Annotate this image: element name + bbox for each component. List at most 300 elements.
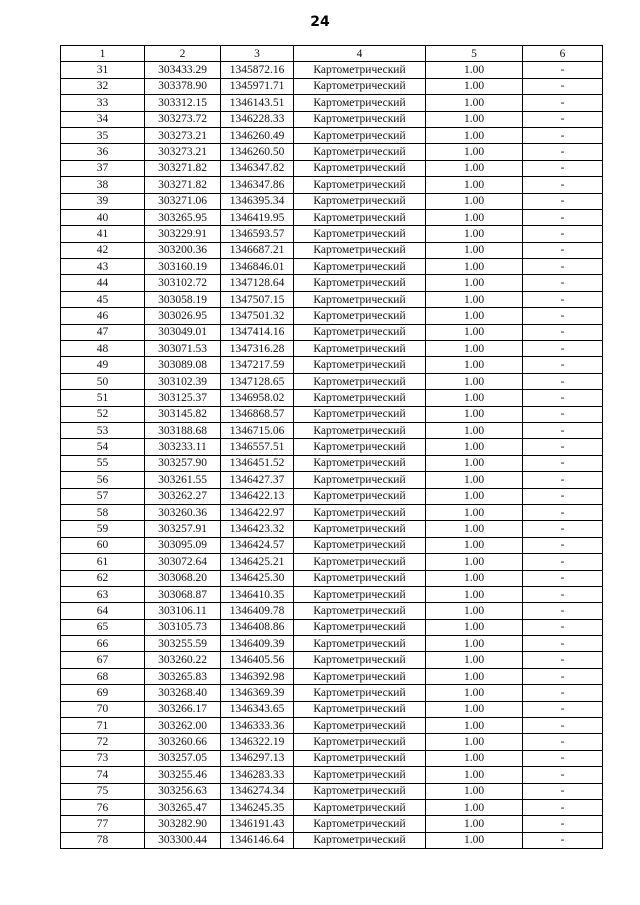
point-number-cell: 75 [61,783,145,799]
note-cell: - [523,308,603,324]
table-row [61,783,603,799]
note-cell: - [523,422,603,438]
note-cell: - [523,668,603,684]
accuracy-cell: 1.00 [426,160,523,176]
note-cell: - [523,111,603,127]
accuracy-cell: 1.00 [426,570,523,586]
table-row [61,177,603,193]
method-cell: Картометрический [294,750,426,766]
y-coordinate-cell: 1345872.16 [221,62,294,78]
table-row [61,537,603,553]
point-number-cell: 47 [61,324,145,340]
method-cell: Картометрический [294,799,426,815]
x-coordinate-cell: 303265.83 [145,668,221,684]
method-cell: Картометрический [294,242,426,258]
note-cell: - [523,455,603,471]
point-number-cell: 58 [61,504,145,520]
x-coordinate-cell: 303282.90 [145,816,221,832]
y-coordinate-cell: 1346369.39 [221,685,294,701]
table-row [61,636,603,652]
accuracy-cell: 1.00 [426,816,523,832]
point-number-cell: 56 [61,472,145,488]
x-coordinate-cell: 303071.53 [145,341,221,357]
x-coordinate-cell: 303089.08 [145,357,221,373]
table-header-row [61,46,603,62]
accuracy-cell: 1.00 [426,275,523,291]
method-cell: Картометрический [294,685,426,701]
x-coordinate-cell: 303095.09 [145,537,221,553]
y-coordinate-cell: 1346409.39 [221,636,294,652]
method-cell: Картометрический [294,226,426,242]
x-coordinate-cell: 303026.95 [145,308,221,324]
point-number-cell: 55 [61,455,145,471]
x-coordinate-cell: 303072.64 [145,554,221,570]
method-cell: Картометрический [294,783,426,799]
table-row [61,767,603,783]
table-row [61,259,603,275]
note-cell: - [523,390,603,406]
method-cell: Картометрический [294,668,426,684]
y-coordinate-cell: 1347316.28 [221,341,294,357]
note-cell: - [523,324,603,340]
method-cell: Картометрический [294,816,426,832]
note-cell: - [523,799,603,815]
point-number-cell: 40 [61,209,145,225]
x-coordinate-cell: 303273.21 [145,144,221,160]
table-row [61,95,603,111]
column-header: 2 [145,46,221,62]
y-coordinate-cell: 1346422.97 [221,504,294,520]
method-cell: Картометрический [294,619,426,635]
table-row [61,78,603,94]
point-number-cell: 42 [61,242,145,258]
note-cell: - [523,357,603,373]
note-cell: - [523,373,603,389]
note-cell: - [523,603,603,619]
point-number-cell: 69 [61,685,145,701]
note-cell: - [523,78,603,94]
y-coordinate-cell: 1346687.21 [221,242,294,258]
accuracy-cell: 1.00 [426,95,523,111]
note-cell: - [523,406,603,422]
y-coordinate-cell: 1346395.34 [221,193,294,209]
point-number-cell: 66 [61,636,145,652]
column-header: 4 [294,46,426,62]
x-coordinate-cell: 303255.46 [145,767,221,783]
y-coordinate-cell: 1346958.02 [221,390,294,406]
x-coordinate-cell: 303102.72 [145,275,221,291]
y-coordinate-cell: 1346297.13 [221,750,294,766]
method-cell: Картометрический [294,422,426,438]
y-coordinate-cell: 1346322.19 [221,734,294,750]
method-cell: Картометрический [294,570,426,586]
x-coordinate-cell: 303229.91 [145,226,221,242]
x-coordinate-cell: 303271.82 [145,177,221,193]
coordinates-table [60,45,603,849]
table-row [61,62,603,78]
y-coordinate-cell: 1346260.49 [221,127,294,143]
point-number-cell: 68 [61,668,145,684]
accuracy-cell: 1.00 [426,685,523,701]
y-coordinate-cell: 1347128.65 [221,373,294,389]
point-number-cell: 71 [61,718,145,734]
accuracy-cell: 1.00 [426,406,523,422]
method-cell: Картометрический [294,832,426,848]
note-cell: - [523,783,603,799]
point-number-cell: 38 [61,177,145,193]
method-cell: Картометрический [294,324,426,340]
table-row [61,603,603,619]
table-row [61,586,603,602]
method-cell: Картометрический [294,357,426,373]
note-cell: - [523,570,603,586]
point-number-cell: 32 [61,78,145,94]
point-number-cell: 50 [61,373,145,389]
point-number-cell: 78 [61,832,145,848]
y-coordinate-cell: 1346419.95 [221,209,294,225]
note-cell: - [523,750,603,766]
y-coordinate-cell: 1346425.30 [221,570,294,586]
table-row [61,324,603,340]
accuracy-cell: 1.00 [426,324,523,340]
note-cell: - [523,537,603,553]
table-row [61,504,603,520]
y-coordinate-cell: 1346405.56 [221,652,294,668]
note-cell: - [523,504,603,520]
method-cell: Картометрический [294,341,426,357]
accuracy-cell: 1.00 [426,373,523,389]
table-row [61,193,603,209]
accuracy-cell: 1.00 [426,767,523,783]
x-coordinate-cell: 303233.11 [145,439,221,455]
method-cell: Картометрический [294,636,426,652]
method-cell: Картометрический [294,127,426,143]
table-row [61,373,603,389]
y-coordinate-cell: 1346593.57 [221,226,294,242]
point-number-cell: 64 [61,603,145,619]
y-coordinate-cell: 1346422.13 [221,488,294,504]
table-row [61,144,603,160]
method-cell: Картометрический [294,111,426,127]
table-row [61,668,603,684]
accuracy-cell: 1.00 [426,177,523,193]
y-coordinate-cell: 1346408.86 [221,619,294,635]
method-cell: Картометрический [294,701,426,717]
method-cell: Картометрический [294,554,426,570]
point-number-cell: 63 [61,586,145,602]
method-cell: Картометрический [294,95,426,111]
y-coordinate-cell: 1346425.21 [221,554,294,570]
table-row [61,472,603,488]
x-coordinate-cell: 303266.17 [145,701,221,717]
x-coordinate-cell: 303312.15 [145,95,221,111]
point-number-cell: 54 [61,439,145,455]
method-cell: Картометрический [294,734,426,750]
method-cell: Картометрический [294,144,426,160]
column-header: 3 [221,46,294,62]
method-cell: Картометрический [294,78,426,94]
method-cell: Картометрический [294,586,426,602]
x-coordinate-cell: 303271.06 [145,193,221,209]
page-number: 24 [310,14,330,30]
method-cell: Картометрический [294,373,426,389]
method-cell: Картометрический [294,160,426,176]
point-number-cell: 49 [61,357,145,373]
table-row [61,406,603,422]
accuracy-cell: 1.00 [426,259,523,275]
x-coordinate-cell: 303257.91 [145,521,221,537]
note-cell: - [523,177,603,193]
table-row [61,275,603,291]
method-cell: Картометрический [294,603,426,619]
note-cell: - [523,767,603,783]
point-number-cell: 31 [61,62,145,78]
note-cell: - [523,734,603,750]
y-coordinate-cell: 1346146.64 [221,832,294,848]
point-number-cell: 39 [61,193,145,209]
point-number-cell: 35 [61,127,145,143]
note-cell: - [523,701,603,717]
x-coordinate-cell: 303160.19 [145,259,221,275]
y-coordinate-cell: 1347217.59 [221,357,294,373]
x-coordinate-cell: 303378.90 [145,78,221,94]
point-number-cell: 53 [61,422,145,438]
method-cell: Картометрический [294,406,426,422]
table-row [61,455,603,471]
note-cell: - [523,586,603,602]
y-coordinate-cell: 1346343.65 [221,701,294,717]
y-coordinate-cell: 1346451.52 [221,455,294,471]
accuracy-cell: 1.00 [426,390,523,406]
x-coordinate-cell: 303105.73 [145,619,221,635]
table-row [61,341,603,357]
accuracy-cell: 1.00 [426,78,523,94]
table-row [61,521,603,537]
note-cell: - [523,554,603,570]
accuracy-cell: 1.00 [426,504,523,520]
x-coordinate-cell: 303068.87 [145,586,221,602]
table-row [61,570,603,586]
point-number-cell: 52 [61,406,145,422]
accuracy-cell: 1.00 [426,341,523,357]
point-number-cell: 70 [61,701,145,717]
accuracy-cell: 1.00 [426,62,523,78]
table-row [61,799,603,815]
x-coordinate-cell: 303257.90 [145,455,221,471]
note-cell: - [523,488,603,504]
table-row [61,242,603,258]
accuracy-cell: 1.00 [426,209,523,225]
y-coordinate-cell: 1346392.98 [221,668,294,684]
y-coordinate-cell: 1346333.36 [221,718,294,734]
method-cell: Картометрический [294,193,426,209]
accuracy-cell: 1.00 [426,619,523,635]
y-coordinate-cell: 1346260.50 [221,144,294,160]
y-coordinate-cell: 1346191.43 [221,816,294,832]
y-coordinate-cell: 1347414.16 [221,324,294,340]
method-cell: Картометрический [294,209,426,225]
method-cell: Картометрический [294,439,426,455]
x-coordinate-cell: 303262.27 [145,488,221,504]
y-coordinate-cell: 1346557.51 [221,439,294,455]
table-row [61,816,603,832]
table-row [61,718,603,734]
x-coordinate-cell: 303256.63 [145,783,221,799]
point-number-cell: 45 [61,291,145,307]
table-row [61,750,603,766]
accuracy-cell: 1.00 [426,636,523,652]
note-cell: - [523,259,603,275]
table-row [61,619,603,635]
method-cell: Картометрический [294,308,426,324]
accuracy-cell: 1.00 [426,750,523,766]
x-coordinate-cell: 303268.40 [145,685,221,701]
accuracy-cell: 1.00 [426,127,523,143]
point-number-cell: 43 [61,259,145,275]
note-cell: - [523,209,603,225]
note-cell: - [523,521,603,537]
accuracy-cell: 1.00 [426,422,523,438]
y-coordinate-cell: 1346846.01 [221,259,294,275]
table-row [61,209,603,225]
note-cell: - [523,242,603,258]
point-number-cell: 59 [61,521,145,537]
table-row [61,652,603,668]
method-cell: Картометрический [294,488,426,504]
note-cell: - [523,636,603,652]
x-coordinate-cell: 303260.22 [145,652,221,668]
x-coordinate-cell: 303271.82 [145,160,221,176]
accuracy-cell: 1.00 [426,521,523,537]
x-coordinate-cell: 303260.36 [145,504,221,520]
accuracy-cell: 1.00 [426,472,523,488]
accuracy-cell: 1.00 [426,603,523,619]
accuracy-cell: 1.00 [426,537,523,553]
x-coordinate-cell: 303200.36 [145,242,221,258]
column-header: 5 [426,46,523,62]
y-coordinate-cell: 1346427.37 [221,472,294,488]
accuracy-cell: 1.00 [426,701,523,717]
y-coordinate-cell: 1346868.57 [221,406,294,422]
point-number-cell: 62 [61,570,145,586]
x-coordinate-cell: 303300.44 [145,832,221,848]
accuracy-cell: 1.00 [426,455,523,471]
accuracy-cell: 1.00 [426,652,523,668]
x-coordinate-cell: 303433.29 [145,62,221,78]
accuracy-cell: 1.00 [426,718,523,734]
note-cell: - [523,619,603,635]
table-row [61,111,603,127]
accuracy-cell: 1.00 [426,668,523,684]
accuracy-cell: 1.00 [426,308,523,324]
accuracy-cell: 1.00 [426,291,523,307]
point-number-cell: 74 [61,767,145,783]
table-row [61,488,603,504]
x-coordinate-cell: 303188.68 [145,422,221,438]
note-cell: - [523,652,603,668]
method-cell: Картометрический [294,472,426,488]
y-coordinate-cell: 1346715.06 [221,422,294,438]
column-header: 6 [523,46,603,62]
point-number-cell: 76 [61,799,145,815]
x-coordinate-cell: 303257.05 [145,750,221,766]
table-row [61,291,603,307]
y-coordinate-cell: 1346423.32 [221,521,294,537]
note-cell: - [523,275,603,291]
accuracy-cell: 1.00 [426,783,523,799]
method-cell: Картометрический [294,291,426,307]
table-row [61,226,603,242]
method-cell: Картометрический [294,504,426,520]
method-cell: Картометрический [294,767,426,783]
accuracy-cell: 1.00 [426,554,523,570]
method-cell: Картометрический [294,652,426,668]
y-coordinate-cell: 1347507.15 [221,291,294,307]
method-cell: Картометрический [294,455,426,471]
table-row [61,308,603,324]
point-number-cell: 77 [61,816,145,832]
point-number-cell: 65 [61,619,145,635]
accuracy-cell: 1.00 [426,193,523,209]
table-row [61,832,603,848]
table-body [61,62,603,849]
y-coordinate-cell: 1346347.86 [221,177,294,193]
point-number-cell: 44 [61,275,145,291]
point-number-cell: 57 [61,488,145,504]
y-coordinate-cell: 1346409.78 [221,603,294,619]
method-cell: Картометрический [294,259,426,275]
point-number-cell: 41 [61,226,145,242]
point-number-cell: 60 [61,537,145,553]
x-coordinate-cell: 303125.37 [145,390,221,406]
method-cell: Картометрический [294,62,426,78]
table-row [61,685,603,701]
x-coordinate-cell: 303273.21 [145,127,221,143]
x-coordinate-cell: 303255.59 [145,636,221,652]
x-coordinate-cell: 303260.66 [145,734,221,750]
y-coordinate-cell: 1346283.33 [221,767,294,783]
table-row [61,554,603,570]
x-coordinate-cell: 303261.55 [145,472,221,488]
note-cell: - [523,685,603,701]
point-number-cell: 37 [61,160,145,176]
note-cell: - [523,816,603,832]
table-row [61,734,603,750]
note-cell: - [523,291,603,307]
note-cell: - [523,341,603,357]
x-coordinate-cell: 303265.47 [145,799,221,815]
x-coordinate-cell: 303058.19 [145,291,221,307]
table-row [61,160,603,176]
note-cell: - [523,127,603,143]
point-number-cell: 36 [61,144,145,160]
y-coordinate-cell: 1346143.51 [221,95,294,111]
method-cell: Картометрический [294,521,426,537]
accuracy-cell: 1.00 [426,799,523,815]
y-coordinate-cell: 1347501.32 [221,308,294,324]
point-number-cell: 72 [61,734,145,750]
accuracy-cell: 1.00 [426,111,523,127]
accuracy-cell: 1.00 [426,357,523,373]
note-cell: - [523,144,603,160]
x-coordinate-cell: 303102.39 [145,373,221,389]
method-cell: Картометрический [294,390,426,406]
accuracy-cell: 1.00 [426,734,523,750]
note-cell: - [523,95,603,111]
table-row [61,390,603,406]
note-cell: - [523,472,603,488]
accuracy-cell: 1.00 [426,586,523,602]
